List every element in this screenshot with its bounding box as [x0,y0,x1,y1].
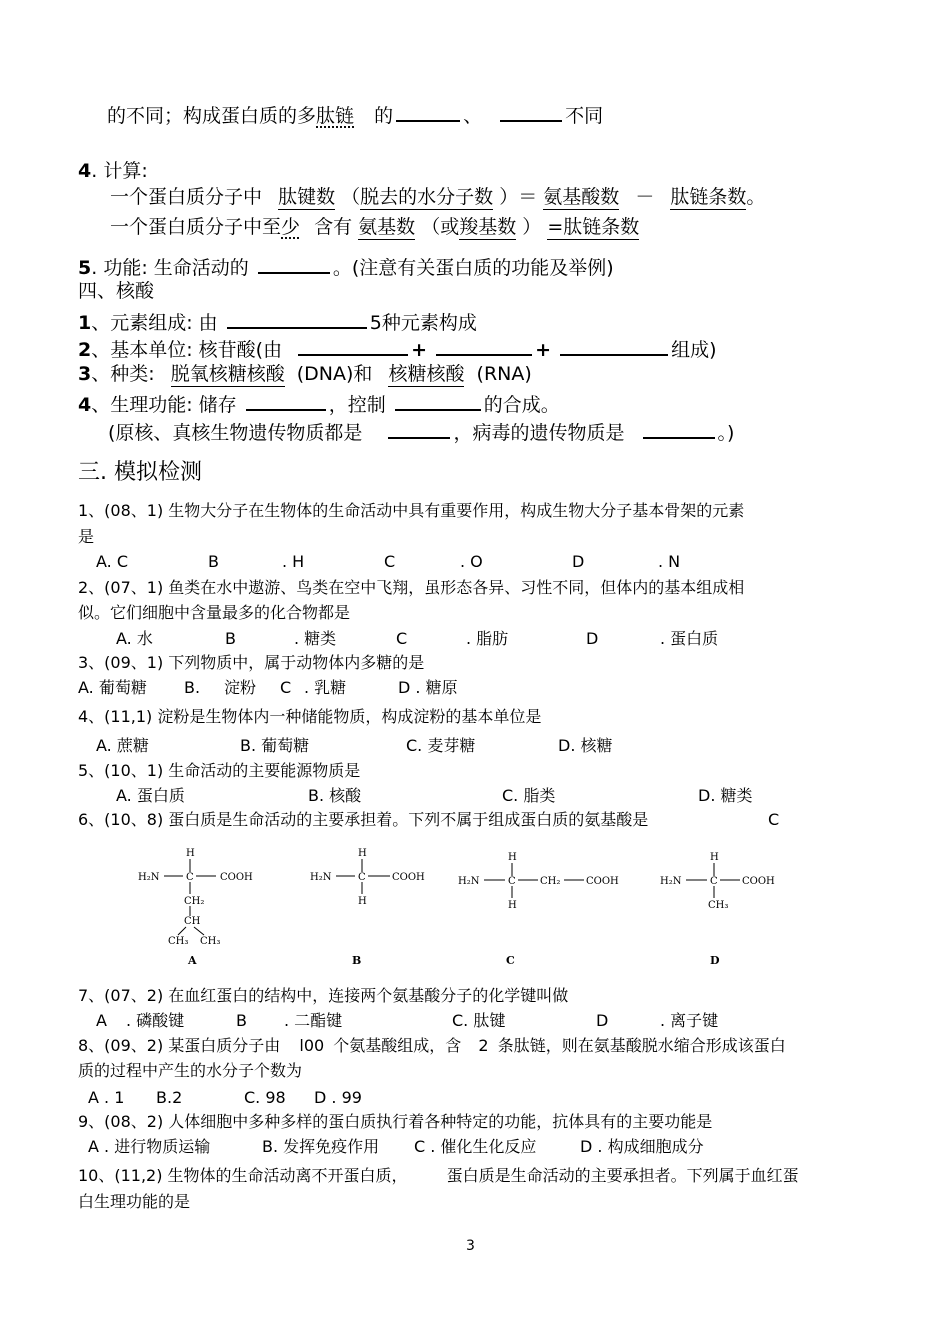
question-6: 6、(10、8) 蛋白质是生命活动的主要承担着。下列不属于组成蛋白质的氨基酸是 [78,810,649,829]
nucleic-item-3 [78,365,532,384]
text: 的合成。 [483,394,560,416]
option-b[interactable]: B. 核酸 [308,786,362,805]
question-9: 9、(08、2) 人体细胞中多种多样的蛋白质执行着各种特定的功能，抗体具有的主要功能是 [78,1112,713,1131]
option-d-letter[interactable]: D [586,629,599,648]
underlined-term: 氨基酸数 [543,186,620,208]
calc-heading [78,162,148,181]
amino-acid-structures-figure [128,838,800,968]
text: 、基本单位: 核苷酸(由 [91,339,283,361]
alpha-carbon: C [358,872,366,883]
option-d[interactable]: D . 构成细胞成分 [580,1137,704,1156]
text: 10、(11,2) 生物体的生命活动离不开蛋白质， [78,1166,408,1185]
calc-line-1 [110,188,765,207]
text: 含有 [314,216,353,238]
structure-label-a: A [188,954,197,967]
answer-blank[interactable] [258,255,330,274]
carboxyl-group: COOH [220,872,253,883]
carboxyl-group: COOH [742,876,775,887]
nucleic-item-2 [78,337,717,360]
option-a[interactable]: A. 蔗糖 [96,736,149,755]
option-c[interactable]: . 脂肪 [466,629,509,648]
item-number: 1 [78,312,92,334]
text: 不同 [565,105,604,127]
option-c[interactable]: . 乳糖 [304,678,347,697]
item-number: 4 [78,394,92,416]
option-b-letter[interactable]: B. [184,678,201,697]
option-b[interactable]: . H [282,552,305,571]
underlined-term: 脱氧核糖核酸 [170,363,285,385]
text: 、元素组成: 由 [91,312,218,334]
text: + [535,339,552,361]
underlined-term: 羧基数 [459,216,517,238]
nucleic-item-5 [108,420,734,443]
answer-blank[interactable] [246,392,326,411]
answer-blank[interactable] [396,103,460,122]
option-d-letter[interactable]: D [572,552,585,571]
alpha-carbon: C [186,872,194,883]
option-b[interactable]: . 糖类 [294,629,337,648]
nucleic-heading: 四、核酸 [78,280,155,302]
text: － [635,186,655,208]
amino-group: H₂N [660,876,682,887]
text: 的不同；构成蛋白质的多 [107,105,317,127]
methylene-group: CH₂ [540,876,561,887]
option-d[interactable]: D . 糖原 [398,678,458,697]
option-d[interactable]: . 蛋白质 [660,629,719,648]
methylene-group: CH₂ [184,896,205,907]
option-b[interactable]: 淀粉 [224,678,257,697]
underlined-term: 脱去的水分子数 [360,186,494,208]
option-a[interactable]: A. 葡萄糖 [78,678,147,697]
text: ） [522,216,542,238]
text: 。 [746,186,766,208]
methine-group: CH [184,916,201,927]
text: . 功能: 生命活动的 [91,257,249,279]
atom-h: H [358,848,367,859]
page-number: 3 [466,1238,475,1254]
question-4: 4、(11,1) 淀粉是生物体内一种储能物质，构成淀粉的基本单位是 [78,707,542,726]
option-b[interactable]: B. 发挥免疫作用 [262,1137,380,1156]
atom-h: H [508,900,517,911]
underlined-term: 氨基数 [358,216,416,238]
nucleic-item-1 [78,310,477,333]
text: 一个蛋白质分子中至 [110,216,282,238]
text: (DNA)和 [296,363,373,385]
underlined-term: 肽链条数 [670,186,747,208]
section-heading: 三. 模拟检测 [78,460,202,485]
underlined-term: 核糖核酸 [388,363,465,385]
atom-h: H [710,852,719,863]
option-c-letter[interactable]: C [384,552,396,571]
answer-blank[interactable] [388,420,450,439]
question-1: 1、(08、1) 生物大分子在生物体的生命活动中具有重要作用，构成生物大分子基本骨架的元素 [78,501,745,520]
answer-blank[interactable] [298,337,408,356]
option-a-letter[interactable]: A [96,1011,107,1030]
text: 一个蛋白质分子中 [110,186,263,208]
option-b[interactable]: . 二酯键 [284,1011,343,1030]
option-c[interactable]: C. 98 [244,1088,286,1107]
question-3: 3、(09、1) 下列物质中，属于动物体内多糖的是 [78,653,425,672]
option-d-letter[interactable]: D [596,1011,609,1030]
atom-h: H [358,896,367,907]
question-1-cont: 是 [78,527,95,546]
alpha-carbon: C [508,876,516,887]
structure-c[interactable] [458,852,619,967]
option-a[interactable]: . 磷酸键 [126,1011,185,1030]
calc-line-2 [110,218,639,237]
question-10-cont: 白生理功能的是 [78,1192,191,1211]
structure-label-c: C [506,954,515,967]
option-d[interactable]: . N [658,552,681,571]
text: + [411,339,428,361]
option-d[interactable]: D . 99 [314,1088,362,1107]
text: (原核、真核生物遗传物质都是 [108,422,363,444]
text: 、生理功能: 储存 [91,394,237,416]
text: 、 [463,105,483,127]
option-a[interactable]: A. C [96,552,129,571]
emphasis-text: 肽链 [316,105,355,127]
nucleic-item-4 [78,392,560,415]
option-c-letter[interactable]: C [396,629,408,648]
option-c[interactable]: C. 麦芽糖 [406,736,476,755]
text: ，控制 [328,394,386,416]
question-2: 2、(07、1) 鱼类在水中遨游、鸟类在空中飞翔，虽形态各异、习性不同，但体内的基本组成相 [78,578,745,597]
function-line [78,255,614,278]
carboxyl-group: COOH [392,872,425,883]
option-c[interactable]: C. 肽键 [452,1011,506,1030]
text: 条肽链，则在氨基酸脱水缩合形成该蛋白 [497,1036,786,1055]
answer-blank[interactable] [643,420,715,439]
text: (RNA) [476,363,532,385]
methyl-group: CH₃ [168,936,189,947]
text: 8、(09、2) 某蛋白质分子由 [78,1036,281,1055]
text: 。) [717,422,735,444]
option-b-letter[interactable]: B [225,629,236,648]
question-10 [78,1168,799,1184]
option-b-letter[interactable]: B [208,552,219,571]
option-c[interactable]: . O [460,552,483,571]
methyl-group: CH₃ [708,900,729,911]
option-b[interactable]: B. 葡萄糖 [240,736,310,755]
option-d[interactable]: D. 核糖 [558,736,613,755]
amino-group: H₂N [458,876,480,887]
atom-h: H [186,848,195,859]
text: （或 [421,216,460,238]
structure-label-d: D [710,954,720,967]
underlined-term: 肽键数 [278,186,336,208]
answer-blank[interactable] [395,392,481,411]
option-b-letter[interactable]: B [236,1011,247,1030]
item-number: 4 [78,160,92,182]
question-8 [78,1038,786,1054]
carboxyl-group: COOH [586,876,619,887]
option-a[interactable]: A . 进行物质运输 [88,1137,211,1156]
option-a[interactable]: A. 蛋白质 [116,786,185,805]
emphasis-text: 少 [281,216,301,238]
text: 蛋白质是生命活动的主要承担者。下列属于血红蛋 [446,1166,799,1185]
text: 。(注意有关蛋白质的功能及举例) [332,257,614,279]
number: l00 [299,1036,325,1055]
text: 的 [374,105,394,127]
item-number: 3 [78,363,92,385]
question-7: 7、(07、2) 在血红蛋白的结构中，连接两个氨基酸分子的化学键叫做 [78,986,569,1005]
text: 5种元素构成 [369,312,477,334]
structure-d[interactable] [660,852,775,967]
item-number: 5 [78,257,92,279]
answer-blank[interactable] [227,310,367,329]
structure-a[interactable] [138,848,253,967]
option-c[interactable]: C . 催化生化反应 [414,1137,537,1156]
question-2-cont: 似。它们细胞中含量最多的化合物都是 [78,603,351,622]
option-a[interactable]: A. 水 [116,629,153,648]
structure-label-b: B [352,954,362,967]
text: 个氨基酸组成，含 [333,1036,462,1055]
answer-blank[interactable] [560,337,668,356]
question-8-cont: 质的过程中产生的水分子个数为 [78,1061,303,1080]
text: （ [341,186,361,208]
answer-blank[interactable] [436,337,532,356]
question-5: 5、(10、1) 生命活动的主要能源物质是 [78,761,361,780]
structure-b[interactable] [310,848,425,967]
text: 组成) [671,339,717,361]
amino-group: H₂N [310,872,332,883]
text: 、种类: [91,363,155,385]
text: ）＝ [499,186,538,208]
protein-structure-line [107,103,603,126]
option-c[interactable]: C. 脂类 [502,786,556,805]
alpha-carbon: C [710,876,718,887]
answer-blank[interactable] [500,103,562,122]
text: . 计算: [91,160,148,182]
atom-h: H [508,852,517,863]
option-a[interactable]: A . 1 [88,1088,125,1107]
number: 2 [478,1036,489,1055]
option-c-letter[interactable]: C [280,678,292,697]
item-number: 2 [78,339,92,361]
amino-group: H₂N [138,872,160,883]
methyl-group: CH₃ [200,936,221,947]
option-d[interactable]: D. 糖类 [698,786,753,805]
text: ，病毒的遗传物质是 [453,422,625,444]
question-6-answer: C [768,810,780,829]
option-d[interactable]: . 离子键 [660,1011,719,1030]
underlined-term: =肽链条数 [547,216,640,238]
option-b[interactable]: B.2 [156,1088,183,1107]
